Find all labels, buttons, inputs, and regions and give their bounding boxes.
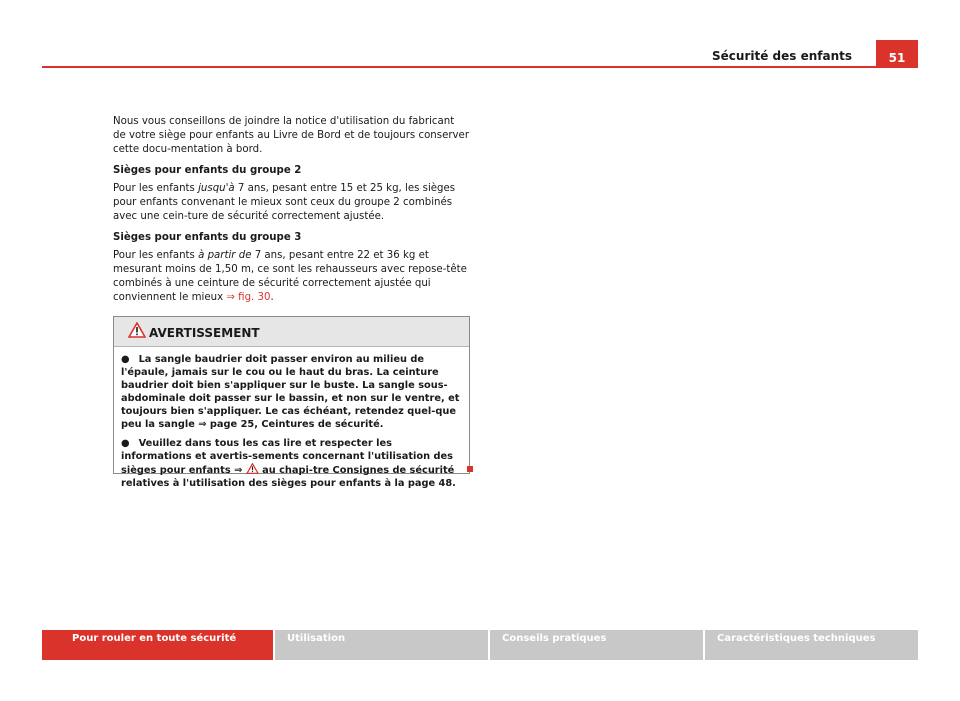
group3-text-pre: Pour les enfants [113,250,199,261]
group2-paragraph [113,182,469,224]
tab-pour-rouler[interactable]: Pour rouler en toute sécurité [42,630,273,660]
tab-utilisation[interactable]: Utilisation [273,630,488,660]
warning-item-2-text-pre: Veuillez dans tous les cas lire et respecter les informations et avertis-sements concernant l'utilisation des sièges pour enfants ⇒ [121,438,453,476]
footer-nav [42,630,918,660]
group2-heading: Sièges pour enfants du groupe 2 [113,165,302,176]
group2-text-em: jusqu'à [198,183,235,194]
warning-header [114,317,469,347]
section-end-marker [467,466,473,472]
warning-box [113,316,470,489]
warning-item-1-text[interactable]: La sangle baudrier doit passer environ au milieu de l'épaule, jamais sur le cou ou le haut du bras. La ceinture baudrier doit bien s'appliquer sur le buste. La sangle sous-abdominale doit passer sur le bassin, et non sur le ventre, et toujours bien s'appliquer. Le cas échéant, retendez quel-que peu la sangle ⇒ page 25, Ceintures de sécurité. [121,354,460,430]
page-title: Sécurité des enfants [712,49,852,63]
fig-link[interactable]: ⇒ fig. 30 [226,292,271,303]
warning-item-2-text-post: au chapi-tre Consignes de sécurité relatives à l'utilisation des sièges pour enfants à la page 48. [121,465,456,489]
group2-text-pre: Pour les enfants [113,183,199,194]
group3-text-em: à partir de [198,250,252,261]
group3-text-end: . [270,292,274,303]
warning-item-2 [121,437,462,490]
warning-title: AVERTISSEMENT [149,326,260,340]
page-number: 51 [876,40,918,68]
bullet-icon: ● [121,438,130,449]
main-column [113,115,469,312]
group3-text-post: 7 ans, pesant entre 22 et 36 kg et mesurant moins de 1,50 m, ce sont les rehausseurs avec repose-tête combinés à une ceinture de sécurité correctement ajustée qui conviennent le mieux [113,250,467,303]
warning-item-1 [121,353,462,431]
tab-caracteristiques[interactable]: Caractéristiques techniques [703,630,918,660]
intro-paragraph: Nous vous conseillons de joindre la notice d'utilisation du fabricant de votre siège pour enfants au Livre de Bord et de toujours conserver cette docu-mentation à bord. [113,116,470,155]
warning-triangle-icon [128,322,146,342]
warning-body [114,347,469,490]
header-rule [42,66,918,68]
bullet-icon: ● [121,354,130,365]
tab-conseils-pratiques[interactable]: Conseils pratiques [488,630,703,660]
group3-heading: Sièges pour enfants du groupe 3 [113,232,302,243]
inline-warning-triangle-icon[interactable] [246,465,259,476]
group3-paragraph [113,249,469,305]
group2-text-post: 7 ans, pesant entre 15 et 25 kg, les sièges pour enfants convenant le mieux sont ceux du groupe 2 combinés avec une cein-ture de sécurité correctement ajustée. [113,183,456,222]
